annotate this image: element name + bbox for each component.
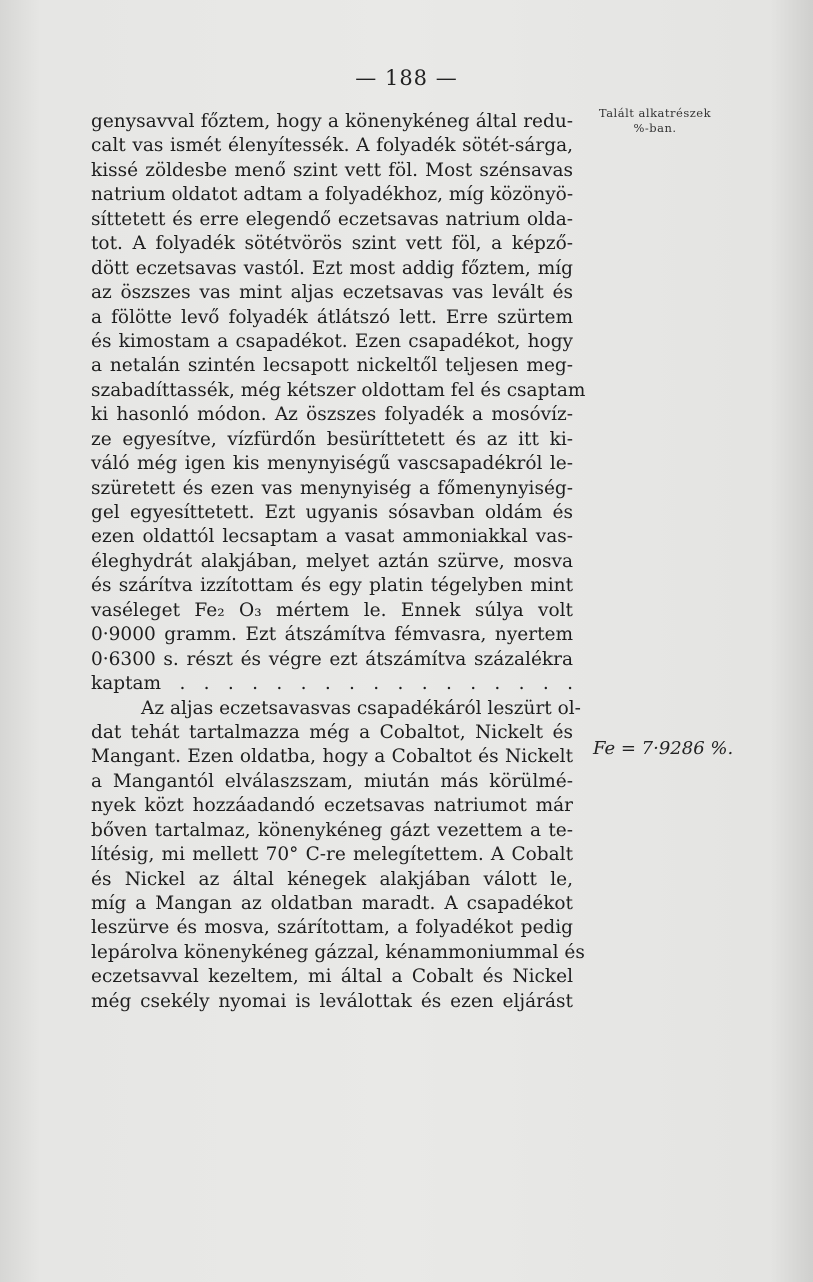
text-line: dat tehát tartalmazza még a Cobaltot, Nickelt és bbox=[91, 721, 573, 743]
text-line: és kimostam a csapadékot. Ezen csapadékot, hogy bbox=[91, 330, 573, 352]
body-text bbox=[91, 110, 586, 1014]
text-line: és szárítva izzítottam és egy platin tégelyben mint bbox=[91, 575, 573, 597]
text-line: éleghydrát alakjában, melyet aztán szürve, mosva bbox=[91, 550, 573, 572]
text-line: natrium oldatot adtam a folyadékhoz, míg közönyö- bbox=[91, 184, 574, 206]
text-line: a netalán szintén lecsapott nickeltől teljesen meg- bbox=[91, 355, 573, 377]
text-line: a fölötte levő folyadék átlátszó lett. Erre szürtem bbox=[91, 306, 573, 328]
margin-note-line: Talált alkatrészek bbox=[598, 106, 712, 120]
page-number: — 188 — bbox=[355, 66, 458, 90]
text-line: genysavval főztem, hogy a könenykéneg által redu- bbox=[91, 111, 573, 132]
margin-note-line: %-ban. bbox=[633, 121, 677, 135]
text-line: gel egyesíttetett. Ezt ugyanis sósavban oldám és bbox=[91, 502, 573, 523]
text-line: síttetett és erre elegendő eczetsavas natrium olda- bbox=[91, 208, 573, 230]
result-value: Fe = 7·9286 %. bbox=[593, 738, 734, 759]
text-line: 0·9000 gramm. Ezt átszámítva fémvasra, nyertem bbox=[91, 624, 573, 646]
text-line: ki hasonló módon. Az öszszes folyadék a mosóvíz- bbox=[91, 404, 573, 426]
text-line: lítésig, mi mellett 70° C-re melegítettem. A Cobalt bbox=[91, 844, 573, 866]
text-line: míg a Mangan az oldatban maradt. A csapadékot bbox=[91, 893, 573, 914]
text-line: szüretett és ezen vas menynyiség a főmenynyiség- bbox=[91, 477, 573, 499]
text-line: eczetsavval kezeltem, mi által a Cobalt és Nickel bbox=[91, 966, 573, 988]
text-line: még csekély nyomai is leválottak és ezen eljárást bbox=[91, 990, 573, 1012]
text-line: vaséleget Fe₂ O₃ mértem le. Ennek súlya volt bbox=[91, 599, 573, 621]
text-line: ze egyesítve, vízfürdőn besüríttetett és az itt ki- bbox=[91, 428, 573, 450]
text-line: Az aljas eczetsavasvas csapadékáról leszürt ol- bbox=[141, 697, 581, 719]
margin-note bbox=[585, 106, 725, 136]
text-line: lepárolva könenykéneg gázzal, kénammoniummal és bbox=[91, 941, 585, 963]
text-line: ezen oldattól lecsaptam a vasat ammoniakkal vas- bbox=[91, 526, 573, 548]
text-line: dött eczetsavas vastól. Ezt most addig főztem, míg bbox=[91, 257, 573, 279]
text-line: 0·6300 s. részt és végre ezt átszámítva százalékra bbox=[91, 648, 573, 670]
text-line: tot. A folyadék sötétvörös szint vett föl, a képző- bbox=[91, 233, 573, 255]
text-line: a Mangantól elválaszszam, miután más körülmé- bbox=[91, 770, 573, 792]
text-line: nyek közt hozzáadandó eczetsavas natriumot már bbox=[91, 795, 573, 817]
text-line: váló még igen kis menynyiségű vascsapadékról le- bbox=[91, 453, 573, 475]
text-line: calt vas ismét élenyítessék. A folyadék sötét-sárga, bbox=[91, 135, 573, 157]
text-line: bőven tartalmaz, könenykéneg gázt vezettem a te- bbox=[91, 819, 573, 841]
text-line: és Nickel az által kénegek alakjában válott le, bbox=[91, 868, 573, 890]
text-line: leszürve és mosva, szárítottam, a folyadékot pedig bbox=[91, 917, 573, 939]
text-line: Mangant. Ezen oldatba, hogy a Cobaltot és Nickelt bbox=[91, 746, 573, 768]
text-line: szabadíttassék, még kétszer oldottam fel és csaptam bbox=[91, 379, 586, 401]
text-line: az öszszes vas mint aljas eczetsavas vas levált és bbox=[91, 282, 573, 304]
text-line: kissé zöldesbe menő szint vett föl. Most szénsavas bbox=[91, 159, 573, 181]
text-line-leader: kaptam . . . . . . . . . . . . . . . . . bbox=[91, 673, 573, 695]
